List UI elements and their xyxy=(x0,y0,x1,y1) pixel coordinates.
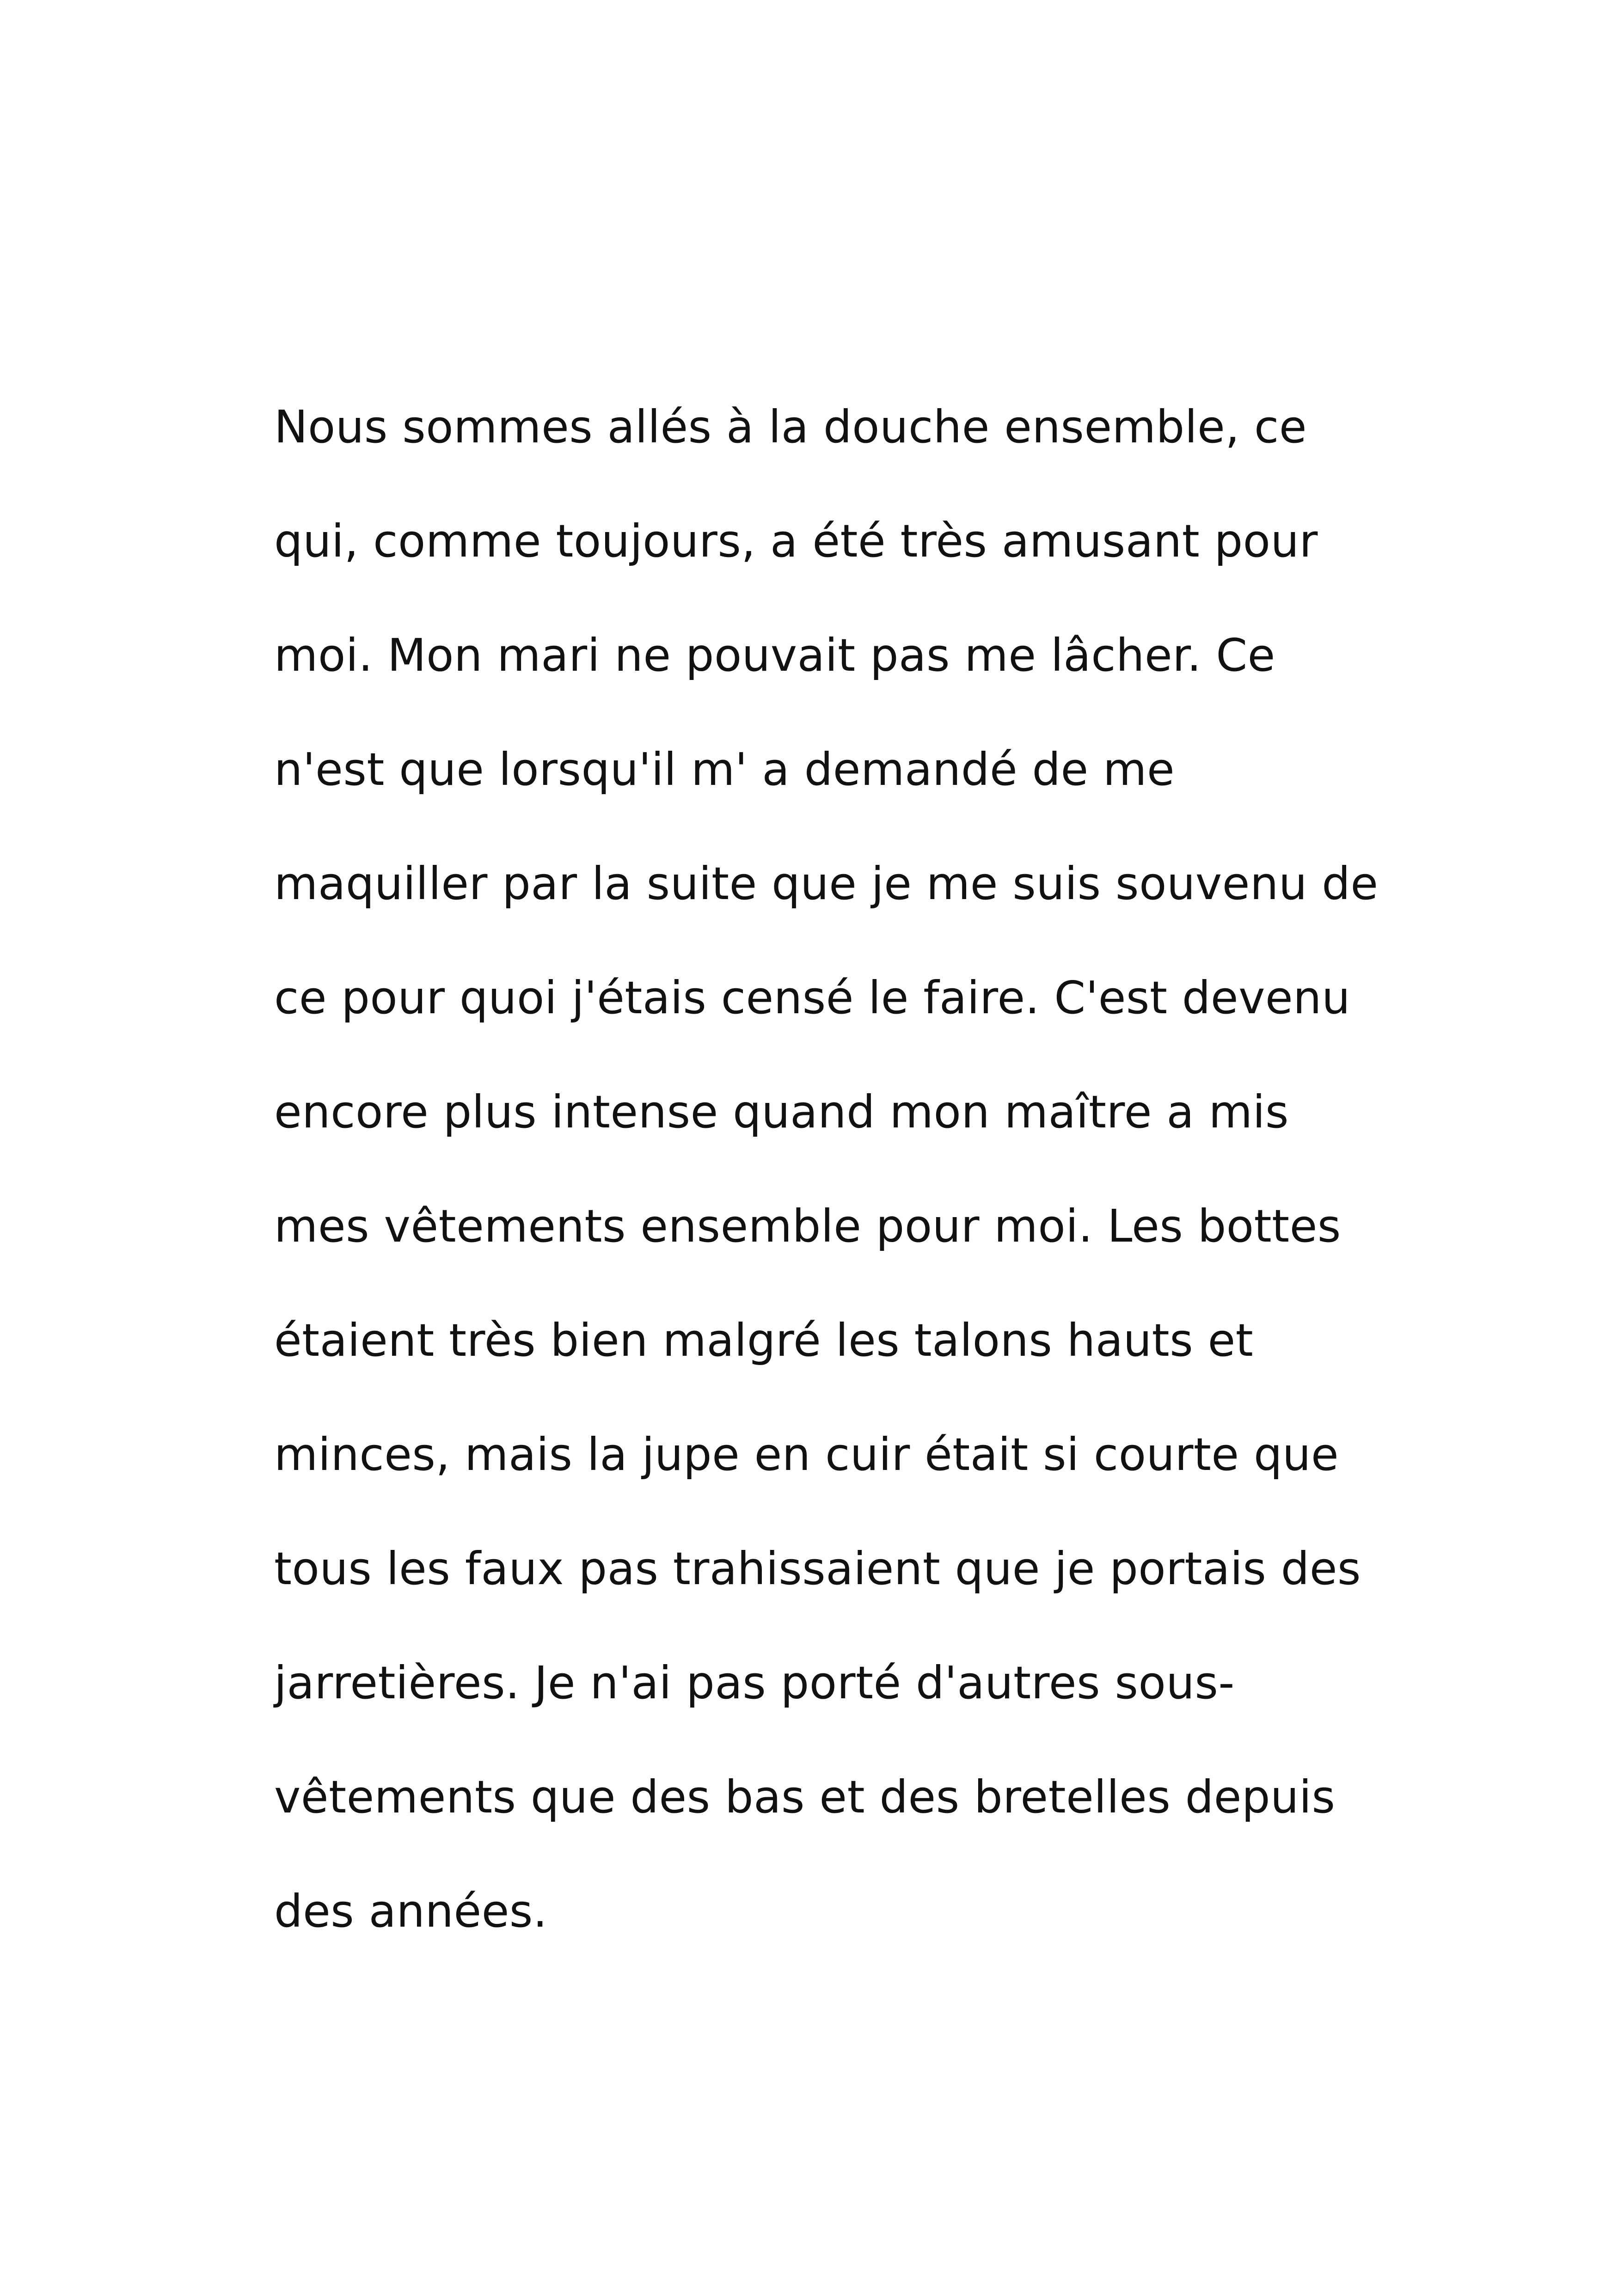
text-line: minces, mais la jupe en cuir était si courte que xyxy=(274,1428,1339,1481)
text-line: mes vêtements ensemble pour moi. Les bottes xyxy=(274,1200,1341,1252)
text-line: ce pour quoi j'étais censé le faire. C'est devenu xyxy=(274,972,1351,1024)
text-line: n'est que lorsqu'il m' a demandé de me xyxy=(274,743,1175,796)
text-line: encore plus intense quand mon maître a mis xyxy=(274,1086,1289,1138)
text-line: moi. Mon mari ne pouvait pas me lâcher. Ce xyxy=(274,629,1275,681)
text-line: tous les faux pas trahissaient que je portais des xyxy=(274,1543,1361,1595)
text-line: jarretières. Je n'ai pas porté d'autres sous- xyxy=(274,1657,1235,1709)
text-line: étaient très bien malgré les talons hauts et xyxy=(274,1314,1254,1366)
text-line: maquiller par la suite que je me suis souvenu de xyxy=(274,857,1379,910)
body-paragraph xyxy=(274,370,1430,1968)
text-line: des années. xyxy=(274,1885,548,1937)
text-line: vêtements que des bas et des bretelles depuis xyxy=(274,1771,1336,1823)
text-line: Nous sommes allés à la douche ensemble, ce xyxy=(274,401,1307,453)
text-line: qui, comme toujours, a été très amusant pour xyxy=(274,515,1318,567)
